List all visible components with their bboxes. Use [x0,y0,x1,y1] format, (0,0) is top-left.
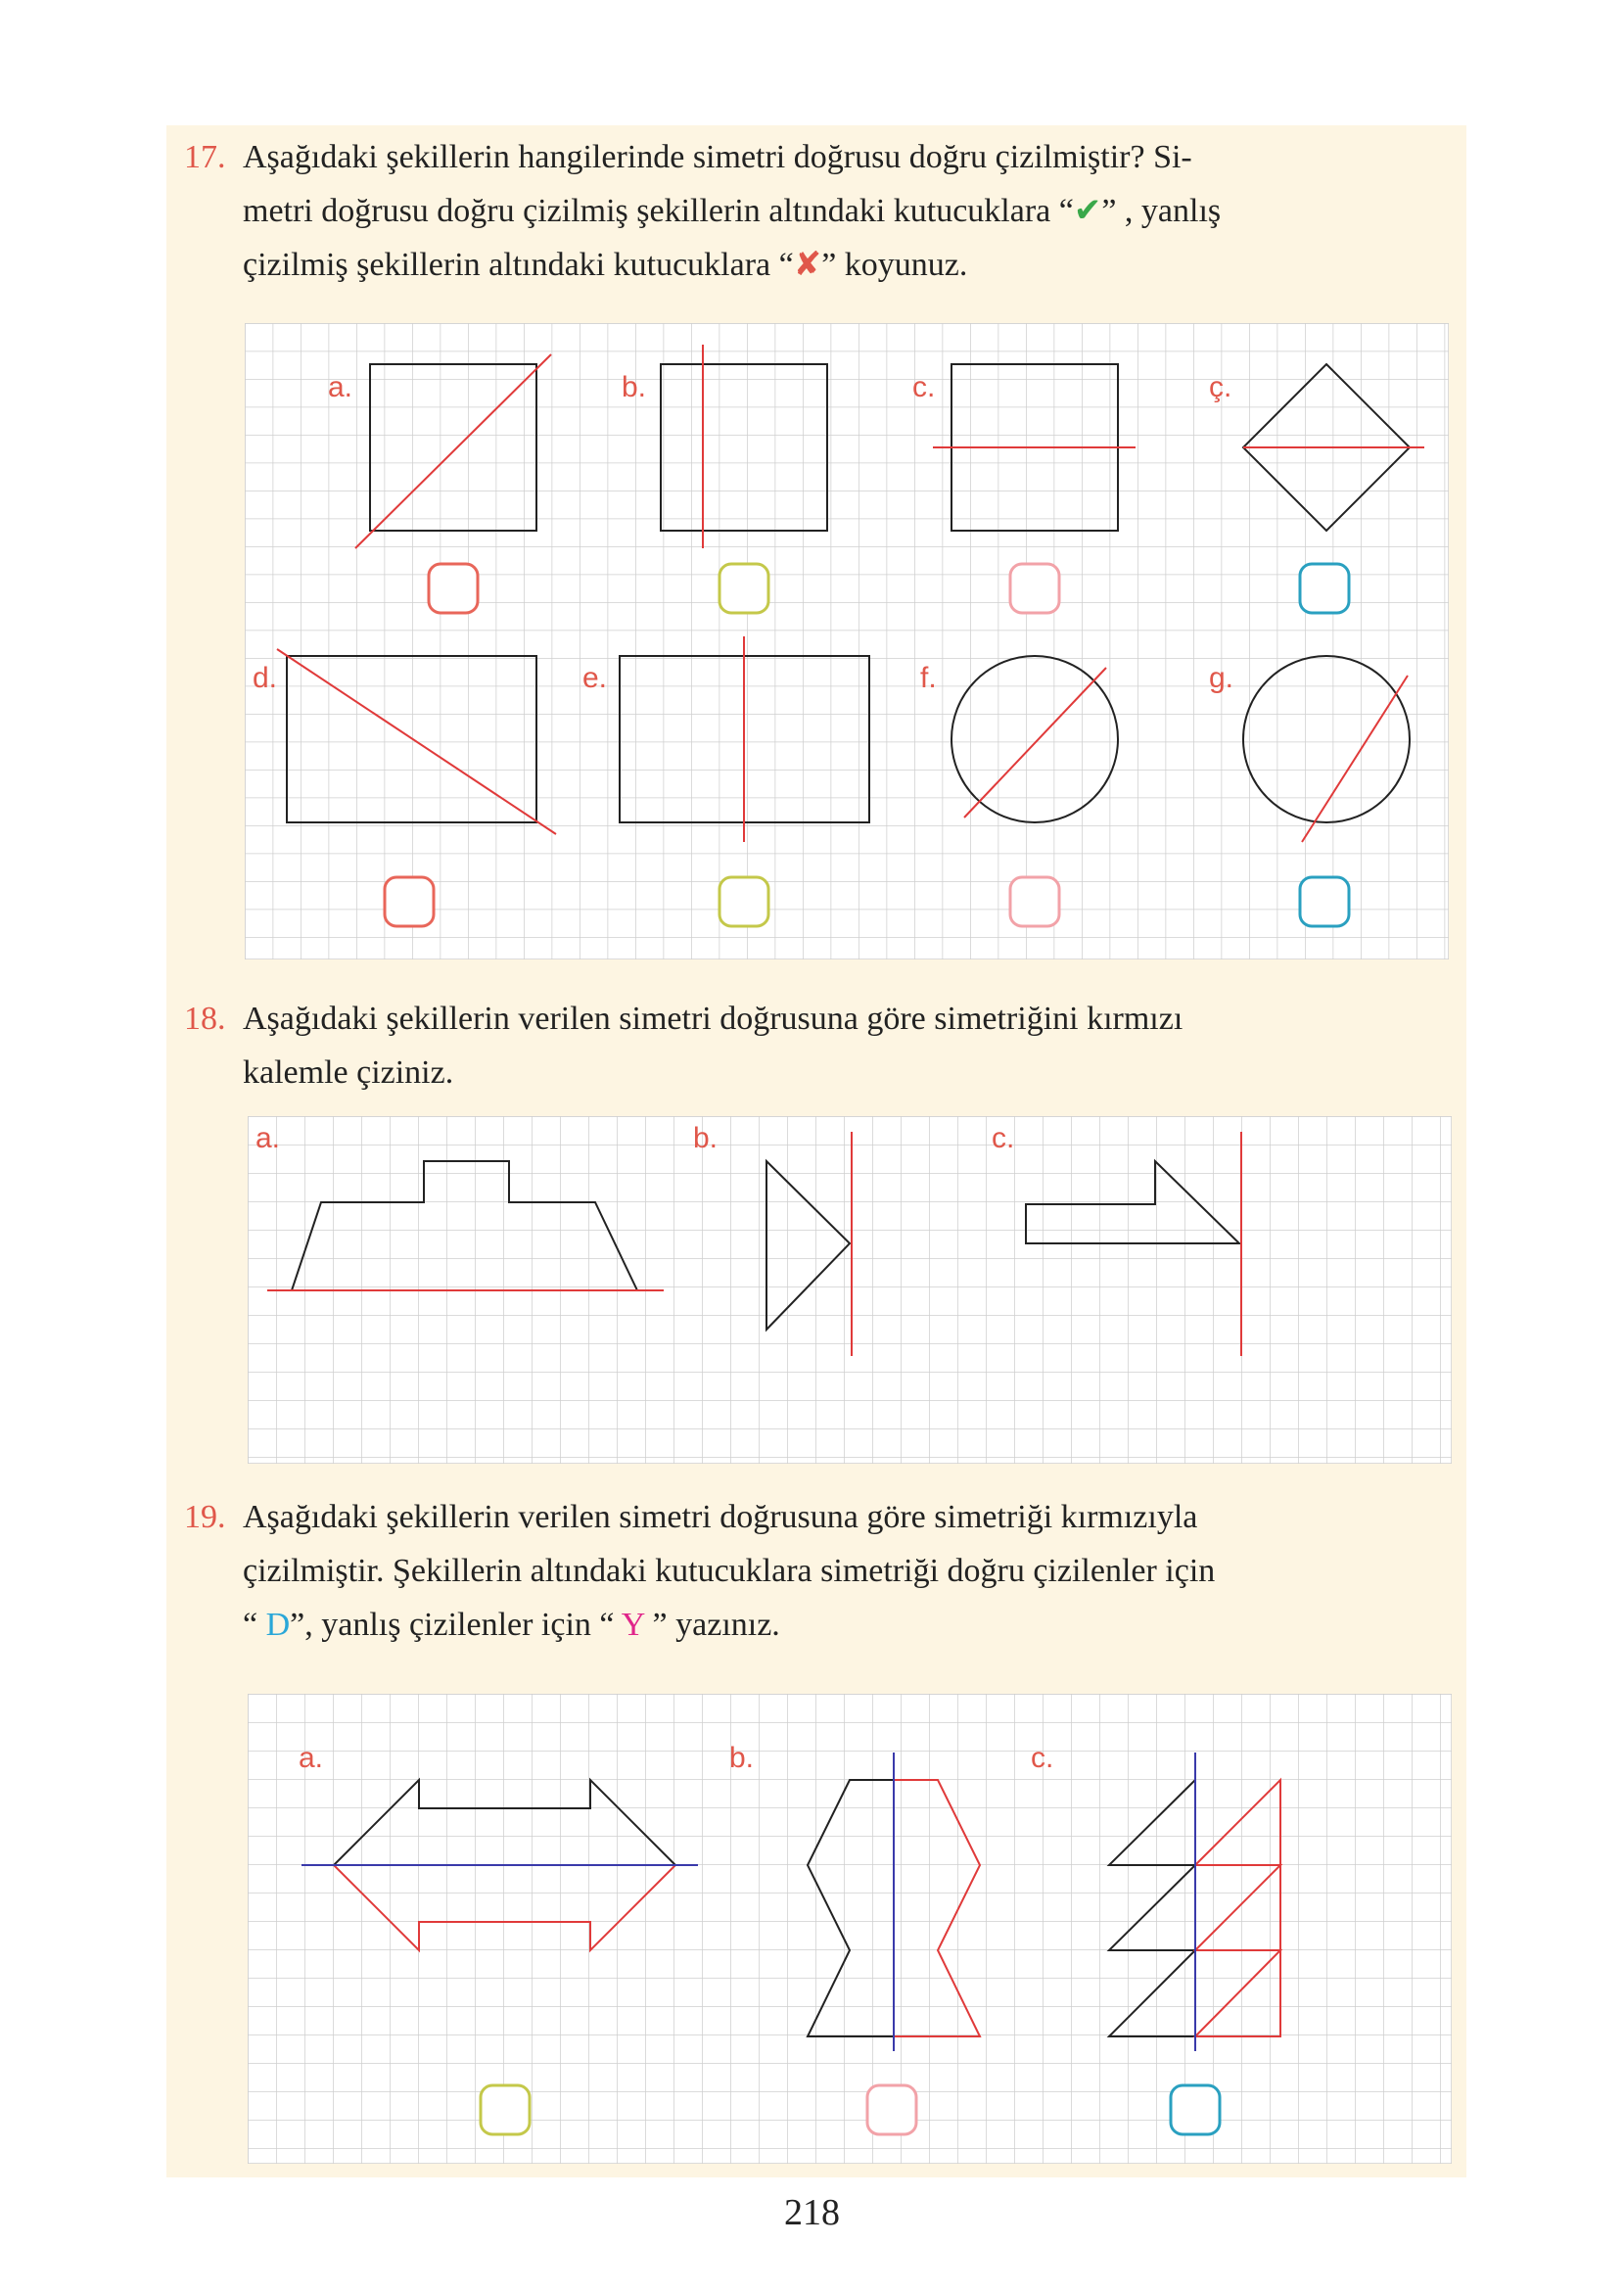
question-text-line-2: metri doğrusu doğru çizilmiş şekillerin altındaki kutucuklara “ [243,193,1074,229]
question-text-line-3a: “ [243,1607,266,1643]
label-g: g. [1209,662,1234,694]
letter-d: D [265,1607,291,1643]
q19-grid [248,1694,1452,2164]
question-text-line-1: Aşağıdaki şekillerin verilen simetri doğrusuna göre simetriği kırmızıyla [243,1499,1198,1535]
question-text-line-1: Aşağıdaki şekillerin hangilerinde simetri doğrusu doğru çizilmiştir? Si- [243,139,1192,175]
check-mark-icon: ✔ [1073,191,1102,230]
question-text-line-1: Aşağıdaki şekillerin verilen simetri doğrusuna göre simetriğini kırmızı [243,1001,1183,1037]
answer-box-d[interactable] [385,877,434,926]
cross-mark-icon: ✘ [793,245,822,284]
question-number: 19. [184,1499,226,1535]
answer-box-c[interactable] [1010,564,1059,613]
label-c: c. [1031,1742,1054,1774]
label-f: f. [920,662,937,694]
question-text-line-3b: ” koyunuz. [821,247,968,283]
question-text-line-3: çizilmiş şekillerin altındaki kutucuklara “ [243,247,794,283]
answer-box-a[interactable] [429,564,478,613]
answer-box-f[interactable] [1010,877,1059,926]
question-18 [184,992,1452,1099]
question-text-line-2b: ” , yanlış [1101,193,1222,229]
label-a: a. [328,371,353,403]
label-c: c. [912,371,936,403]
q17-grid [245,323,1449,959]
label-b: b. [693,1122,719,1154]
answer-box-e[interactable] [719,877,768,926]
label-d: d. [253,662,278,694]
answer-box-a[interactable] [481,2085,530,2134]
answer-box-b[interactable] [719,564,768,613]
question-number: 17. [184,139,226,175]
question-text-line-2: kalemle çiziniz. [243,1054,454,1091]
question-17 [184,130,1452,292]
q18-grid [248,1116,1452,1464]
question-text-line-2: çizilmiştir. Şekillerin altındaki kutucuklara simetriği doğru çizilenler için [243,1553,1216,1589]
letter-y: Y [621,1607,645,1643]
label-e: e. [582,662,608,694]
label-c: c. [992,1122,1015,1154]
page-number: 218 [784,2192,840,2233]
question-text-line-3c: ” yazınız. [644,1607,780,1643]
question-number: 18. [184,1001,226,1037]
answer-box-g[interactable] [1300,877,1349,926]
question-19 [184,1490,1452,1652]
label-b: b. [622,371,647,403]
label-a: a. [299,1742,324,1774]
label-b: b. [729,1742,755,1774]
label-a: a. [255,1122,281,1154]
answer-box-b[interactable] [867,2085,916,2134]
label-c-cedilla: ç. [1209,371,1232,403]
question-text-line-3b: ”, yanlış çizilenler için “ [290,1607,622,1643]
answer-box-c-cedilla[interactable] [1300,564,1349,613]
answer-box-c[interactable] [1171,2085,1220,2134]
